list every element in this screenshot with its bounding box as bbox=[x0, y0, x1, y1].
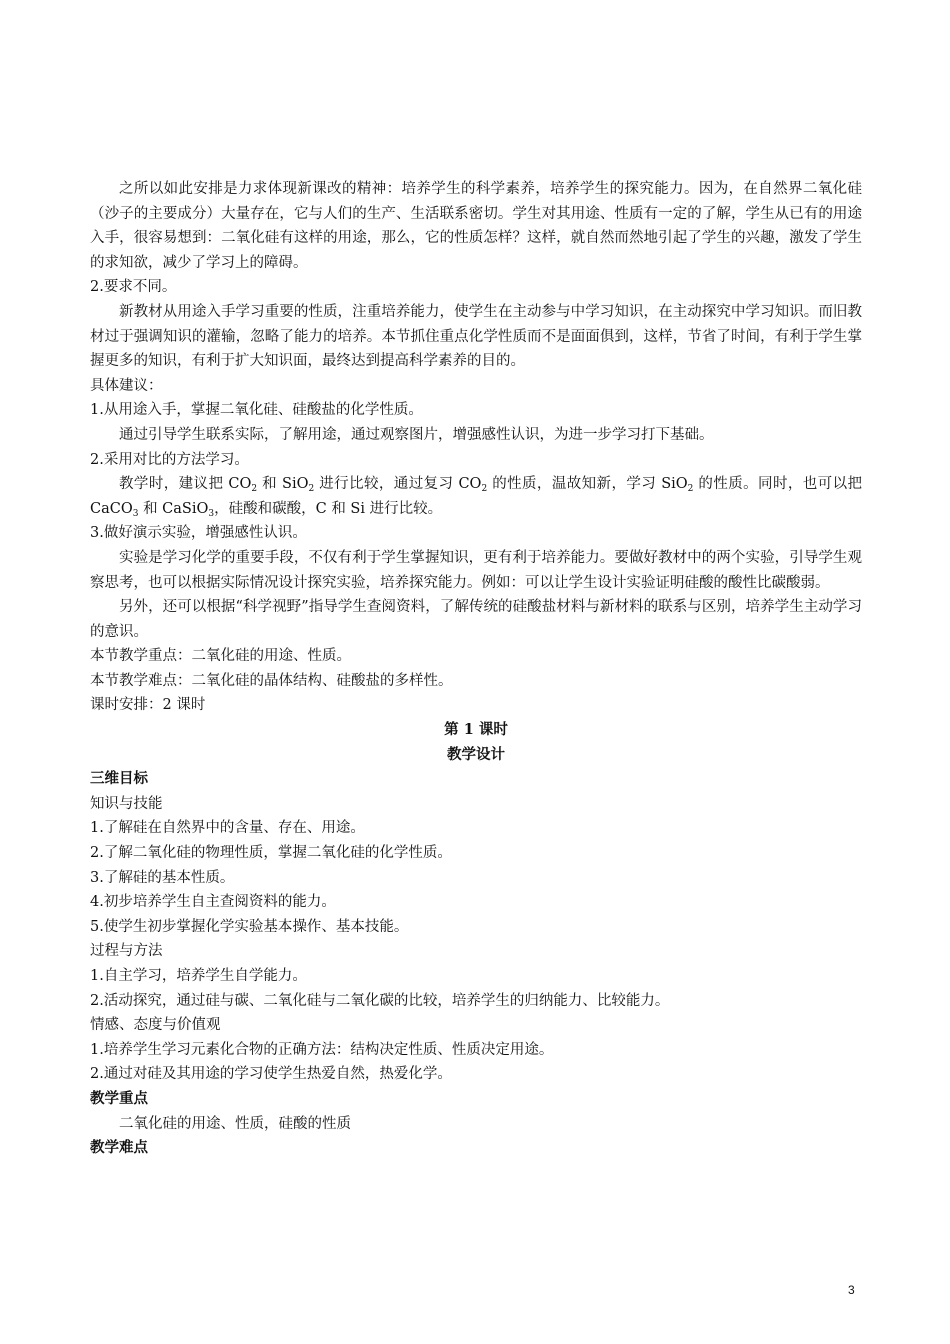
subscript: 2 bbox=[308, 484, 315, 495]
text-run: 和 CaSiO bbox=[138, 500, 209, 517]
subscript: 3 bbox=[132, 508, 139, 519]
list-item: 2.通过对硅及其用途的学习使学生热爱自然，热爱化学。 bbox=[90, 1066, 452, 1083]
list-item: 1.自主学习，培养学生自学能力。 bbox=[90, 968, 307, 984]
suggestion-3-heading: 3.做好演示实验，增强感性认识。 bbox=[90, 525, 307, 542]
suggestion-1-heading: 1.从用途入手，掌握二氧化硅、硅酸盐的化学性质。 bbox=[90, 402, 423, 419]
teaching-key-heading: 教学重点 bbox=[90, 1089, 148, 1107]
text-run: 的性质。同时，也可以把 CaCO bbox=[90, 476, 862, 517]
intro-paragraph: 之所以如此安排是力求体现新课改的精神：培养学生的科学素养，培养学生的探究能力。因为，在自然界二氧化硅（沙子的主要成分）大量存在，它与人们的生产、生活联系密切。学生对其用途、性质有一定的了解，学生从已有的用途入手，很容易想到：二氧化硅有这样的用途，那么，它的性质怎样？这样，就自然而然地引起了学生的兴趣，激发了学生的求知欲，减少了学习上的障碍。 bbox=[90, 181, 862, 271]
list-item: 2.了解二氧化硅的物理性质，掌握二氧化硅的化学性质。 bbox=[90, 845, 452, 862]
subscript: 2 bbox=[251, 484, 258, 495]
document-body bbox=[90, 177, 862, 1161]
list-item: 1.培养学生学习元素化合物的正确方法：结构决定性质、性质决定用途。 bbox=[90, 1041, 554, 1058]
teaching-key-text: 二氧化硅的用途、性质，硅酸的性质 bbox=[119, 1115, 351, 1132]
text-run: 的性质，温故知新，学习 SiO bbox=[487, 476, 688, 493]
knowledge-heading: 知识与技能 bbox=[90, 795, 163, 812]
list-item: 3.了解硅的基本性质。 bbox=[90, 869, 235, 886]
text-run: ，硅酸和碳酸，C 和 Si 进行比较。 bbox=[214, 500, 443, 517]
list-item: 2.活动探究，通过硅与碳、二氧化硅与二氧化碳的比较，培养学生的归纳能力、比较能力。 bbox=[90, 992, 670, 1009]
list-item: 5.使学生初步掌握化学实验基本操作、基本技能。 bbox=[90, 918, 409, 935]
goals-heading: 三维目标 bbox=[90, 770, 148, 788]
difficulty-point: 本节教学难点：二氧化硅的晶体结构、硅酸盐的多样性。 bbox=[90, 672, 453, 689]
suggestion-2-text bbox=[90, 472, 862, 521]
page-number: 3 bbox=[848, 1283, 855, 1297]
suggestion-3-text: 实验是学习化学的重要手段，不仅有利于学生掌握知识，更有利于培养能力。要做好教材中的两个实验，引导学生观察思考，也可以根据实际情况设计探究实验，培养探究能力。例如：可以让学生设计实验证明硅酸的酸性比碳酸弱。 bbox=[90, 549, 862, 591]
subscript: 3 bbox=[208, 508, 215, 519]
suggestions-heading: 具体建议： bbox=[90, 377, 163, 394]
subscript: 2 bbox=[687, 484, 694, 495]
text-run: 进行比较，通过复习 CO bbox=[314, 476, 482, 493]
list-item: 1.了解硅在自然界中的含量、存在、用途。 bbox=[90, 820, 365, 837]
section-heading-2: 2.要求不同。 bbox=[90, 279, 177, 296]
requirements-paragraph: 新教材从用途入手学习重要的性质，注重培养能力，使学生在主动参与中学习知识，在主动探究中学习知识。而旧教材过于强调知识的灌输，忽略了能力的培养。本节抓住重点化学性质而不是面面俱到，这样，节省了时间，有利于学生掌握更多的知识，有利于扩大知识面，最终达到提高科学素养的目的。 bbox=[90, 303, 862, 370]
key-point: 本节教学重点：二氧化硅的用途、性质。 bbox=[90, 648, 351, 665]
lesson-subtitle: 教学设计 bbox=[447, 745, 505, 763]
process-heading: 过程与方法 bbox=[90, 943, 163, 960]
text-run: 教学时，建议把 CO bbox=[119, 476, 252, 493]
list-item: 4.初步培养学生自主查阅资料的能力。 bbox=[90, 894, 336, 911]
subscript: 2 bbox=[481, 484, 488, 495]
suggestion-4-text: 另外，还可以根据“科学视野”指导学生查阅资料，了解传统的硅酸盐材料与新材料的联系与区别，培养学生主动学习的意识。 bbox=[90, 599, 862, 640]
suggestion-2-heading: 2.采用对比的方法学习。 bbox=[90, 451, 249, 468]
text-run: 和 SiO bbox=[257, 476, 309, 493]
suggestion-1-text: 通过引导学生联系实际，了解用途，通过观察图片，增强感性认识，为进一步学习打下基础。 bbox=[119, 426, 714, 443]
schedule: 课时安排：2 课时 bbox=[90, 697, 206, 714]
teaching-difficulty-heading: 教学难点 bbox=[90, 1139, 148, 1157]
emotion-heading: 情感、态度与价值观 bbox=[90, 1017, 221, 1034]
lesson-title: 第 1 课时 bbox=[444, 721, 508, 739]
